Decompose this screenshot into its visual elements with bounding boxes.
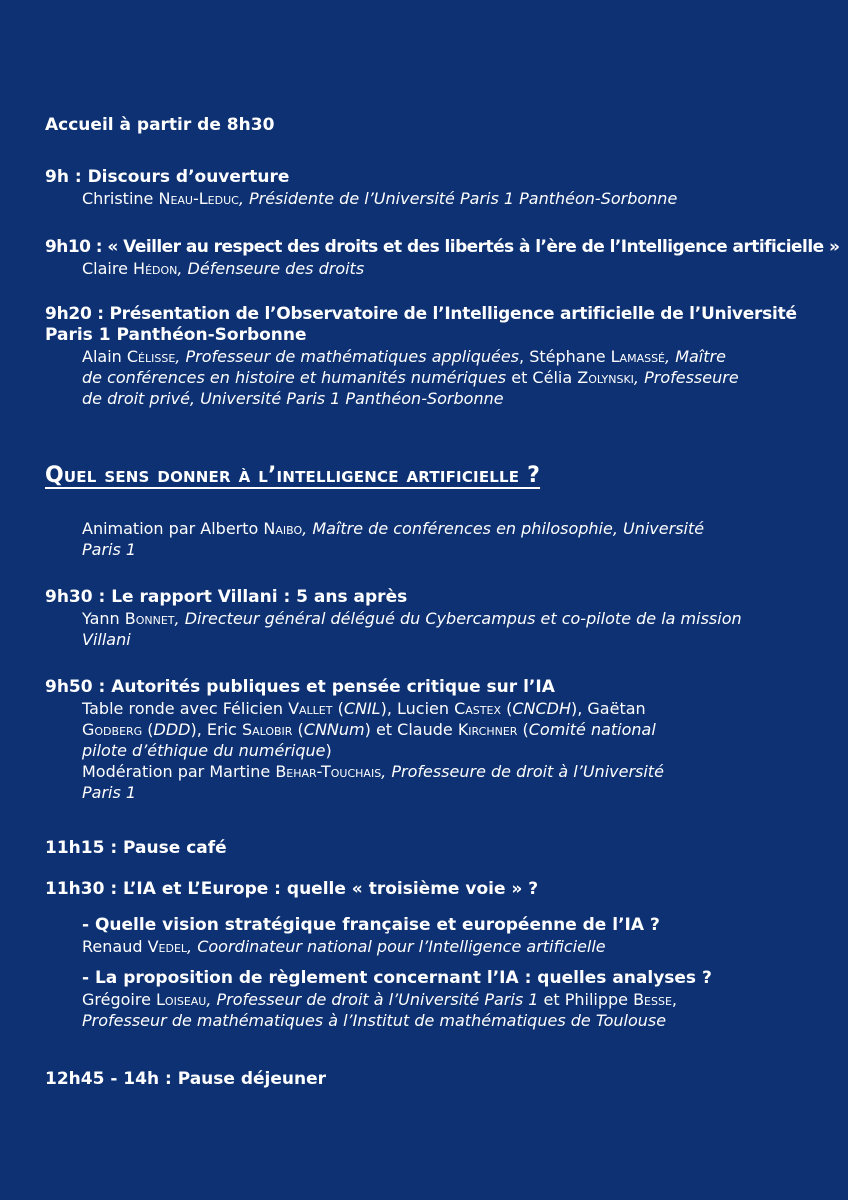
speaker-role: de conférences en histoire et humanités numériques [82, 368, 507, 387]
agenda-item-lunch: 12h45 - 14h : Pause déjeuner [45, 1069, 327, 1089]
speaker-surname: Kirchner [457, 720, 518, 739]
text: ( [500, 699, 513, 718]
speaker-firstname: Renaud [82, 937, 148, 956]
speaker-firstname: Grégoire [82, 990, 157, 1009]
speaker-role: de droit privé, Université Paris 1 Panthéon-Sorbonne [82, 389, 504, 408]
org: Comité national [528, 720, 656, 739]
text: , [671, 990, 678, 1009]
moderator-prefix: Animation par Alberto [82, 519, 264, 538]
speaker-line [45, 367, 775, 388]
agenda-item-roundtable [45, 677, 775, 803]
agenda-item-coffee: 11h15 : Pause café [45, 838, 227, 858]
speaker-role: , Maître [665, 347, 726, 366]
text: ) et Claude [364, 720, 458, 739]
text: ) [325, 741, 332, 760]
speaker-firstname: Claire [82, 259, 134, 278]
speaker-surname: Lamassé [610, 347, 666, 366]
org: CNCDH [512, 699, 571, 718]
moderator-surname: Naibo [263, 519, 303, 538]
speaker-role: , Professeure de droit à l’Université [381, 762, 664, 781]
item-title: 9h50 : Autorités publiques et pensée critique sur l’IA [45, 677, 555, 697]
agenda-item-villani [45, 587, 775, 650]
speaker-line [45, 629, 775, 650]
speaker-line [45, 188, 775, 209]
speaker-firstname: Yann [82, 609, 125, 628]
text: ), Lucien [380, 699, 455, 718]
speaker-line [45, 388, 775, 409]
org: pilote d’éthique du numérique [82, 741, 326, 760]
panel-line [45, 740, 775, 761]
speaker-role: , Professeure [633, 368, 739, 387]
panel-line [45, 698, 775, 719]
moderator-line [45, 782, 775, 803]
item-title: 9h30 : Le rapport Villani : 5 ans après [45, 587, 408, 607]
agenda-item-rights [45, 237, 840, 279]
welcome-time: Accueil à partir de 8h30 [45, 115, 275, 135]
speaker-firstname: Alain [82, 347, 127, 366]
panel-line [45, 719, 775, 740]
agenda-item-observatory [45, 304, 797, 409]
speaker-surname: Castex [454, 699, 501, 718]
speaker-firstname: et Célia [506, 368, 578, 387]
speaker-role: , Coordinateur national pour l’Intelligence artificielle [187, 937, 606, 956]
speaker-role: Villani [82, 630, 131, 649]
speaker-role: , Professeur de mathématiques appliquées [175, 347, 520, 366]
sub-item-title: - Quelle vision stratégique française et européenne de l’IA ? [82, 915, 660, 935]
speaker-surname: Hédon [133, 259, 178, 278]
agenda-item-europe [45, 879, 775, 1031]
section-title: Quel sens donner à l’intelligence artificielle ? [45, 463, 541, 488]
speaker-role: , Défenseure des droits [177, 259, 365, 278]
speaker-role: Professeur de mathématiques à l’Institut de mathématiques de Toulouse [82, 1011, 667, 1030]
speaker-surname: Loiseau [156, 990, 207, 1009]
speaker-role: , Directeur général délégué du Cybercampus et co-pilote de la mission [174, 609, 742, 628]
speaker-firstname: et Philippe [538, 990, 634, 1009]
moderator-line [45, 518, 775, 539]
moderator-role: , Maître de conférences en philosophie, Université [302, 519, 705, 538]
moderation-info [45, 518, 775, 560]
speaker-surname: Vallet [288, 699, 333, 718]
text: ( [517, 720, 529, 739]
speaker-surname: Vedel [147, 937, 188, 956]
speaker-line [45, 989, 775, 1010]
text: ), Eric [190, 720, 242, 739]
text: Modération par Martine [82, 762, 276, 781]
speaker-surname: Zolynski [577, 368, 634, 387]
speaker-firstname: , Stéphane [519, 347, 611, 366]
speaker-firstname: Christine [82, 189, 159, 208]
text: ( [142, 720, 154, 739]
speaker-line [45, 1010, 775, 1031]
text: Table ronde avec Félicien [82, 699, 289, 718]
speaker-role: Paris 1 [82, 783, 137, 802]
agenda-item-opening [45, 167, 775, 209]
speaker-role: , Professeur de droit à l’Université Paris 1 [206, 990, 539, 1009]
item-title-cont: Paris 1 Panthéon-Sorbonne [45, 325, 307, 345]
org: CNNum [303, 720, 365, 739]
item-title: 9h20 : Présentation de l’Observatoire de l’Intelligence artificielle de l’Université [45, 304, 797, 324]
speaker-surname: Bonnet [124, 609, 175, 628]
item-title: 11h30 : L’IA et L’Europe : quelle « troisième voie » ? [45, 879, 539, 899]
text: ( [292, 720, 304, 739]
speaker-surname: Behar-Touchais [275, 762, 382, 781]
org: CNIL [343, 699, 381, 718]
speaker-line [45, 346, 775, 367]
speaker-surname: Godberg [82, 720, 143, 739]
speaker-surname: Salobir [241, 720, 293, 739]
text: ), Gaëtan [570, 699, 646, 718]
org: DDD [153, 720, 191, 739]
speaker-surname: Neau-Leduc [158, 189, 239, 208]
moderator-line [45, 539, 775, 560]
item-title: 9h : Discours d’ouverture [45, 167, 290, 187]
text: ( [332, 699, 344, 718]
item-title: 9h10 : « Veiller au respect des droits et des libertés à l’ère de l’Intelligence artificielle » [45, 237, 840, 257]
moderator-role: Paris 1 [82, 540, 137, 559]
speaker-line [45, 608, 775, 629]
speaker-role: , Présidente de l’Université Paris 1 Panthéon-Sorbonne [238, 189, 678, 208]
speaker-surname: Célisse [126, 347, 176, 366]
speaker-line [45, 936, 775, 957]
speaker-line [45, 258, 775, 279]
speaker-surname: Besse [633, 990, 672, 1009]
moderator-line [45, 761, 775, 782]
sub-item-title: - La proposition de règlement concernant l’IA : quelles analyses ? [82, 968, 712, 988]
